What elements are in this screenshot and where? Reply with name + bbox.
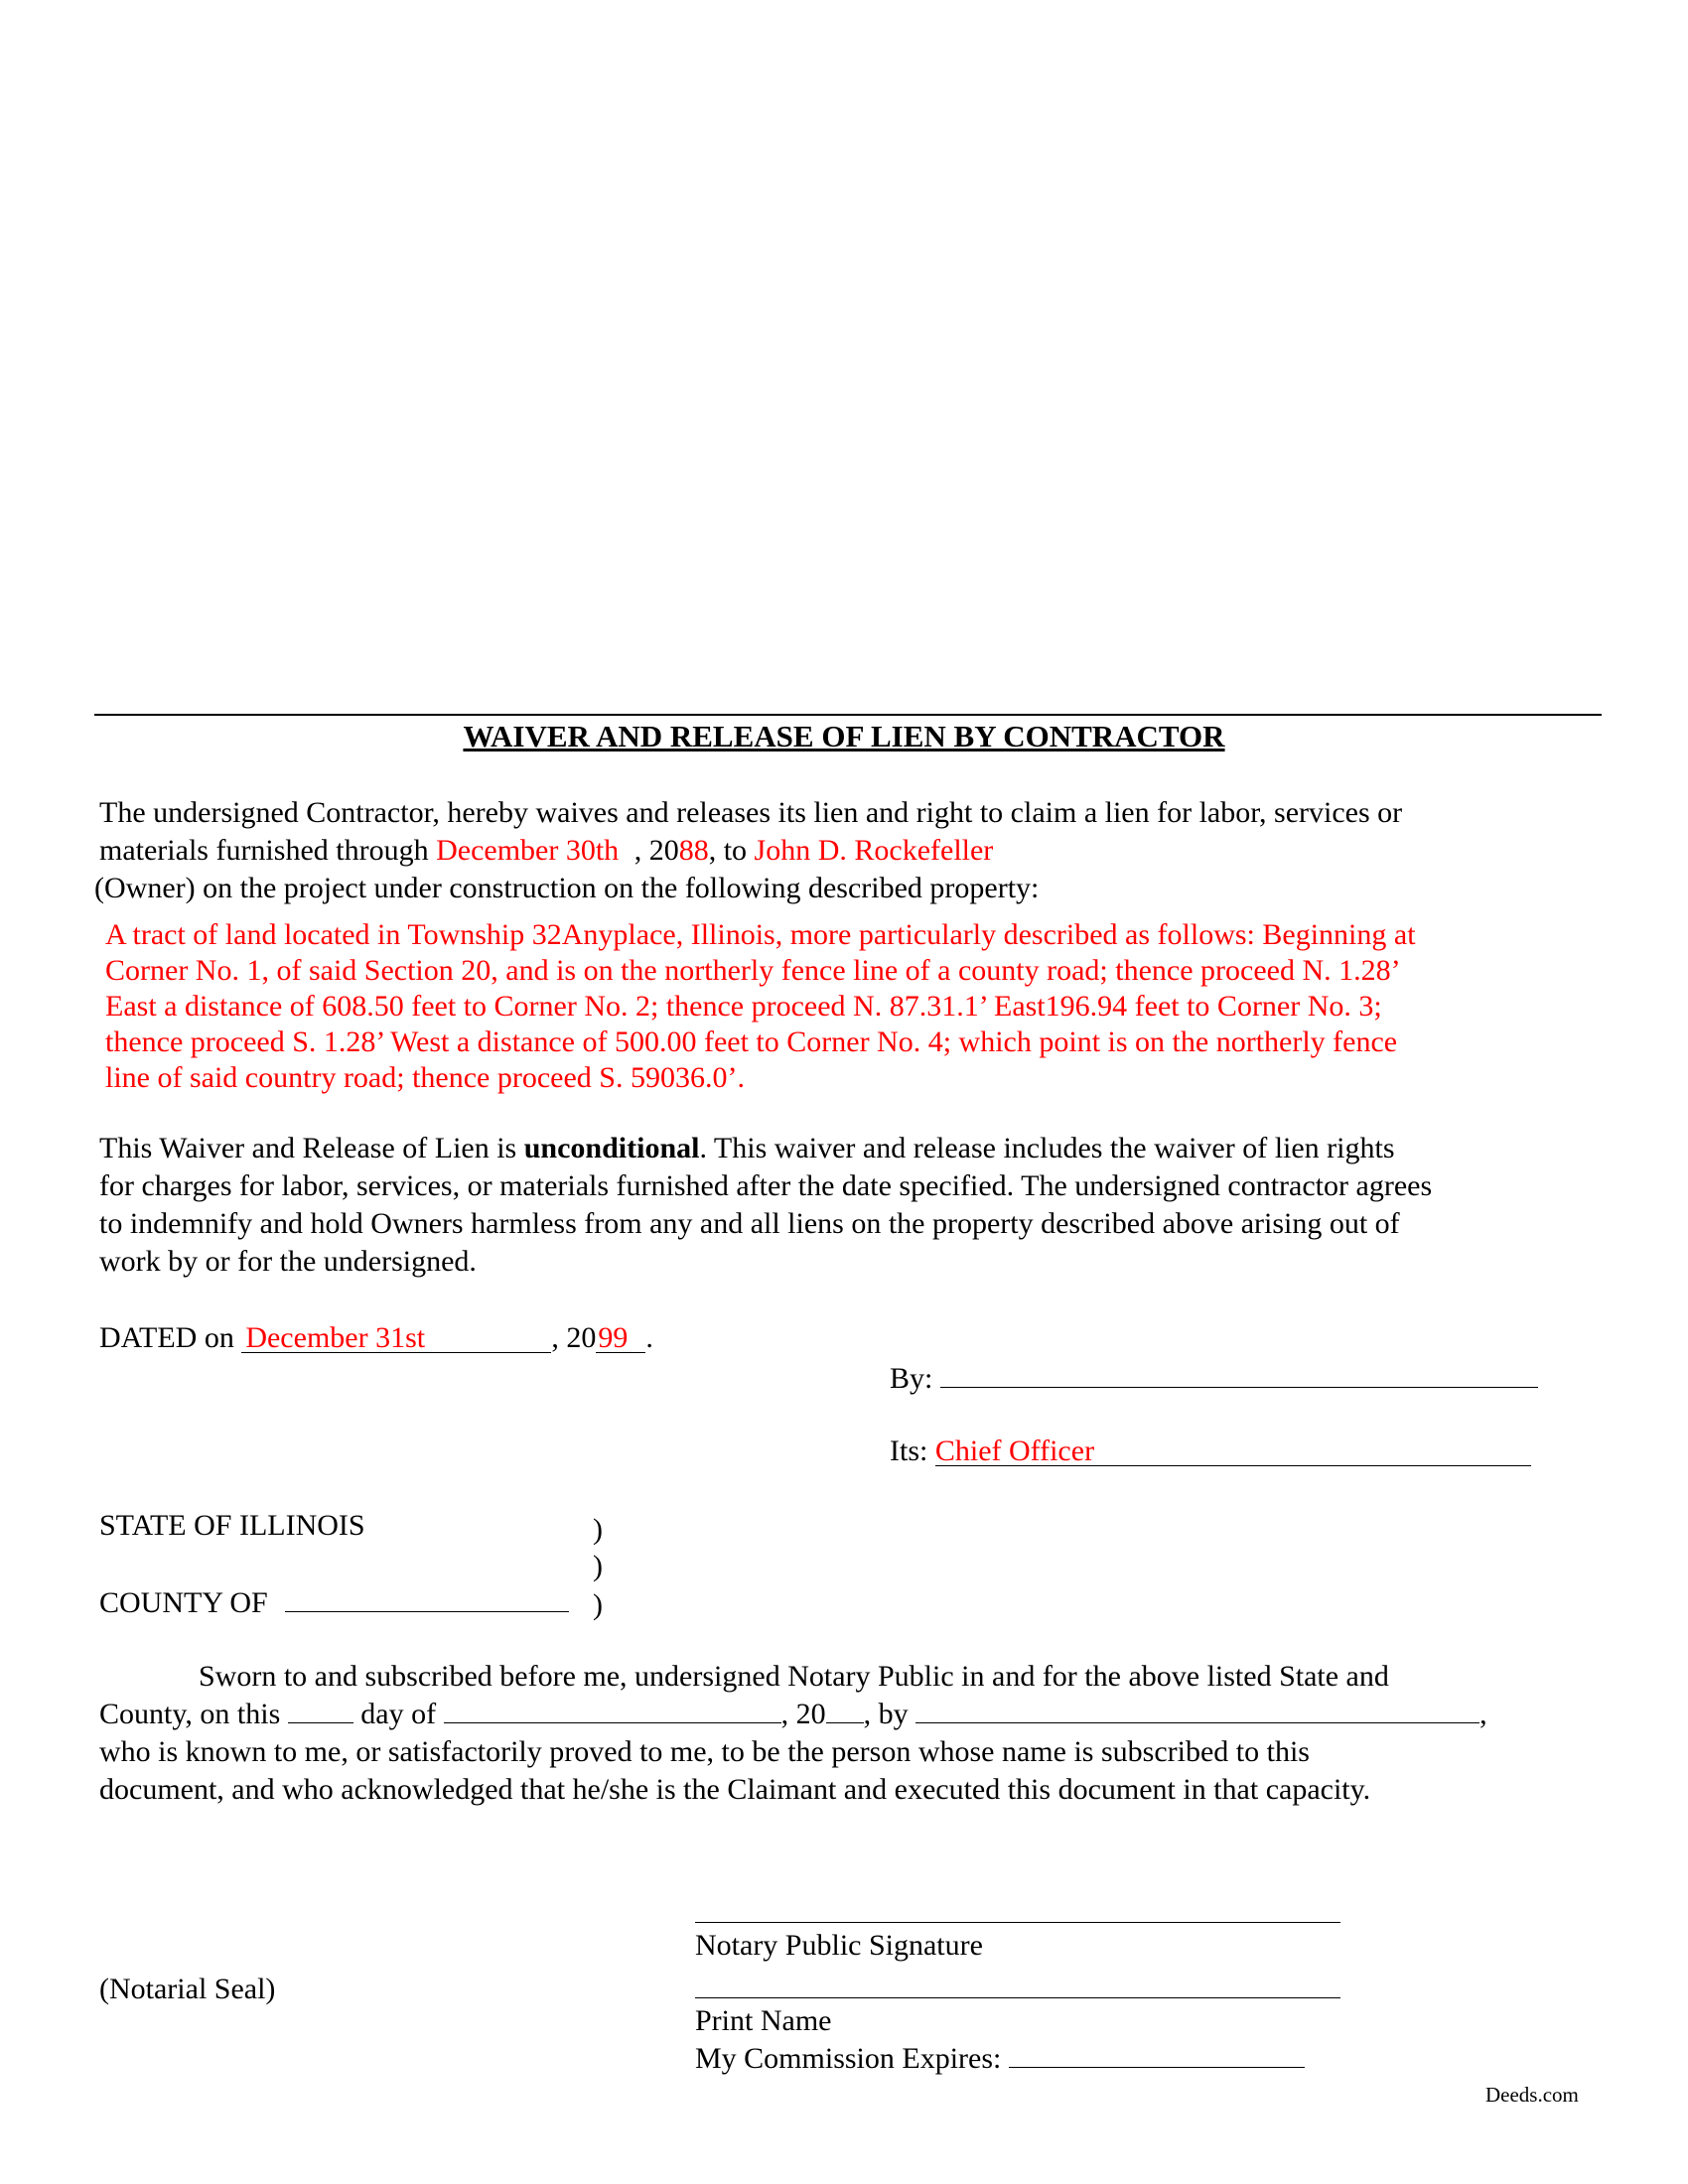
unconditional-line-1	[99, 1130, 1395, 1167]
its-line	[890, 1433, 1531, 1470]
state-label: STATE OF ILLINOIS	[99, 1509, 365, 1542]
notary-signature-line[interactable]	[695, 1922, 1340, 1923]
dated-end: .	[645, 1321, 653, 1354]
commission-line	[695, 2040, 1305, 2078]
by-label: By:	[890, 1362, 933, 1395]
notary-line-2	[99, 1696, 1487, 1733]
year-prefix: , 20	[633, 834, 679, 867]
commission-label: My Commission Expires:	[695, 2042, 1002, 2075]
notary-line-4: document, and who acknowledged that he/she is the Claimant and executed this document in that capacity.	[99, 1773, 1371, 1806]
notary-county-on-this: County, on this	[99, 1698, 281, 1730]
unconditional-suffix: . This waiver and release includes the waiver of lien rights	[699, 1132, 1395, 1164]
unconditional-line-4: work by or for the undersigned.	[99, 1245, 477, 1278]
dated-date-field[interactable]	[241, 1323, 551, 1353]
notary-line-3: who is known to me, or satisfactorily proved to me, to be the person whose name is subscribed to this	[99, 1735, 1310, 1768]
notary-by-name-field[interactable]	[915, 1697, 1479, 1723]
county-field[interactable]	[285, 1585, 569, 1612]
notary-20: , 20	[780, 1698, 826, 1730]
to-text: , to	[708, 834, 748, 867]
unconditional-prefix: This Waiver and Release of Lien is	[99, 1132, 517, 1164]
intro-line-3: (Owner) on the project under construction on the following described property:	[94, 872, 1040, 904]
print-name-label: Print Name	[695, 2004, 832, 2037]
by-line	[890, 1360, 1538, 1398]
footer-brand: Deeds.com	[1485, 2083, 1579, 2107]
its-label: Its:	[890, 1434, 928, 1467]
legal-desc-line-4: thence proceed S. 1.28’ West a distance of 500.00 feet to Corner No. 4; which point is on the northerly fence	[105, 1025, 1398, 1058]
notary-by: , by	[863, 1698, 909, 1730]
by-signature-field[interactable]	[940, 1361, 1538, 1388]
dated-date: December 31st	[245, 1321, 426, 1354]
through-date: December 30th	[436, 834, 620, 867]
dated-year-field[interactable]	[596, 1323, 645, 1353]
its-value: Chief Officer	[934, 1434, 1095, 1467]
notarial-seal-label: (Notarial Seal)	[99, 1973, 276, 2005]
dated-year-prefix: , 20	[551, 1321, 597, 1354]
top-divider	[94, 714, 1602, 716]
owner-name: John D. Rockefeller	[754, 834, 994, 867]
county-line	[99, 1584, 569, 1622]
notary-day-field[interactable]	[288, 1697, 353, 1723]
paren-1: )	[593, 1513, 603, 1546]
dated-label: DATED on	[99, 1321, 234, 1354]
dated-line	[99, 1319, 653, 1357]
notary-comma: ,	[1479, 1698, 1487, 1730]
paren-2: )	[593, 1550, 603, 1582]
intro-line-2	[99, 832, 993, 870]
notary-month-field[interactable]	[444, 1697, 781, 1723]
intro-line-1: The undersigned Contractor, hereby waives and releases its lien and right to claim a lien for labor, services or	[99, 796, 1403, 829]
document-title	[0, 717, 1688, 756]
notary-day-of: day of	[360, 1698, 437, 1730]
title-text: WAIVER AND RELEASE OF LIEN BY CONTRACTOR	[463, 719, 1225, 753]
legal-desc-line-2: Corner No. 1, of said Section 20, and is on the northerly fence line of a county road; thence proceed N. 1.28’	[105, 954, 1401, 987]
its-field[interactable]	[935, 1436, 1531, 1466]
intro-line-2-prefix: materials furnished through	[99, 834, 429, 867]
notary-year-field[interactable]	[826, 1697, 864, 1723]
notary-signature-label: Notary Public Signature	[695, 1929, 983, 1962]
county-label: COUNTY OF	[99, 1586, 268, 1619]
unconditional-line-2: for charges for labor, services, or materials furnished after the date specified. The undersigned contractor agrees	[99, 1169, 1433, 1202]
dated-year: 99	[598, 1321, 629, 1354]
commission-field[interactable]	[1009, 2041, 1305, 2068]
paren-3: )	[593, 1588, 603, 1621]
through-year: 88	[678, 834, 709, 867]
legal-desc-line-3: East a distance of 608.50 feet to Corner No. 2; thence proceed N. 87.31.1’ East196.94 feet to Corner No. 3;	[105, 990, 1382, 1023]
unconditional-bold: unconditional	[523, 1132, 700, 1164]
unconditional-line-3: to indemnify and hold Owners harmless from any and all liens on the property described above arising out of	[99, 1207, 1400, 1240]
print-name-line[interactable]	[695, 1997, 1340, 1998]
legal-desc-line-1: A tract of land located in Township 32Anyplace, Illinois, more particularly described as follows: Beginning at	[105, 918, 1416, 951]
legal-desc-line-5: line of said country road; thence proceed S. 59036.0’.	[105, 1061, 745, 1094]
notary-line-1: Sworn to and subscribed before me, undersigned Notary Public in and for the above listed State and	[199, 1660, 1389, 1693]
